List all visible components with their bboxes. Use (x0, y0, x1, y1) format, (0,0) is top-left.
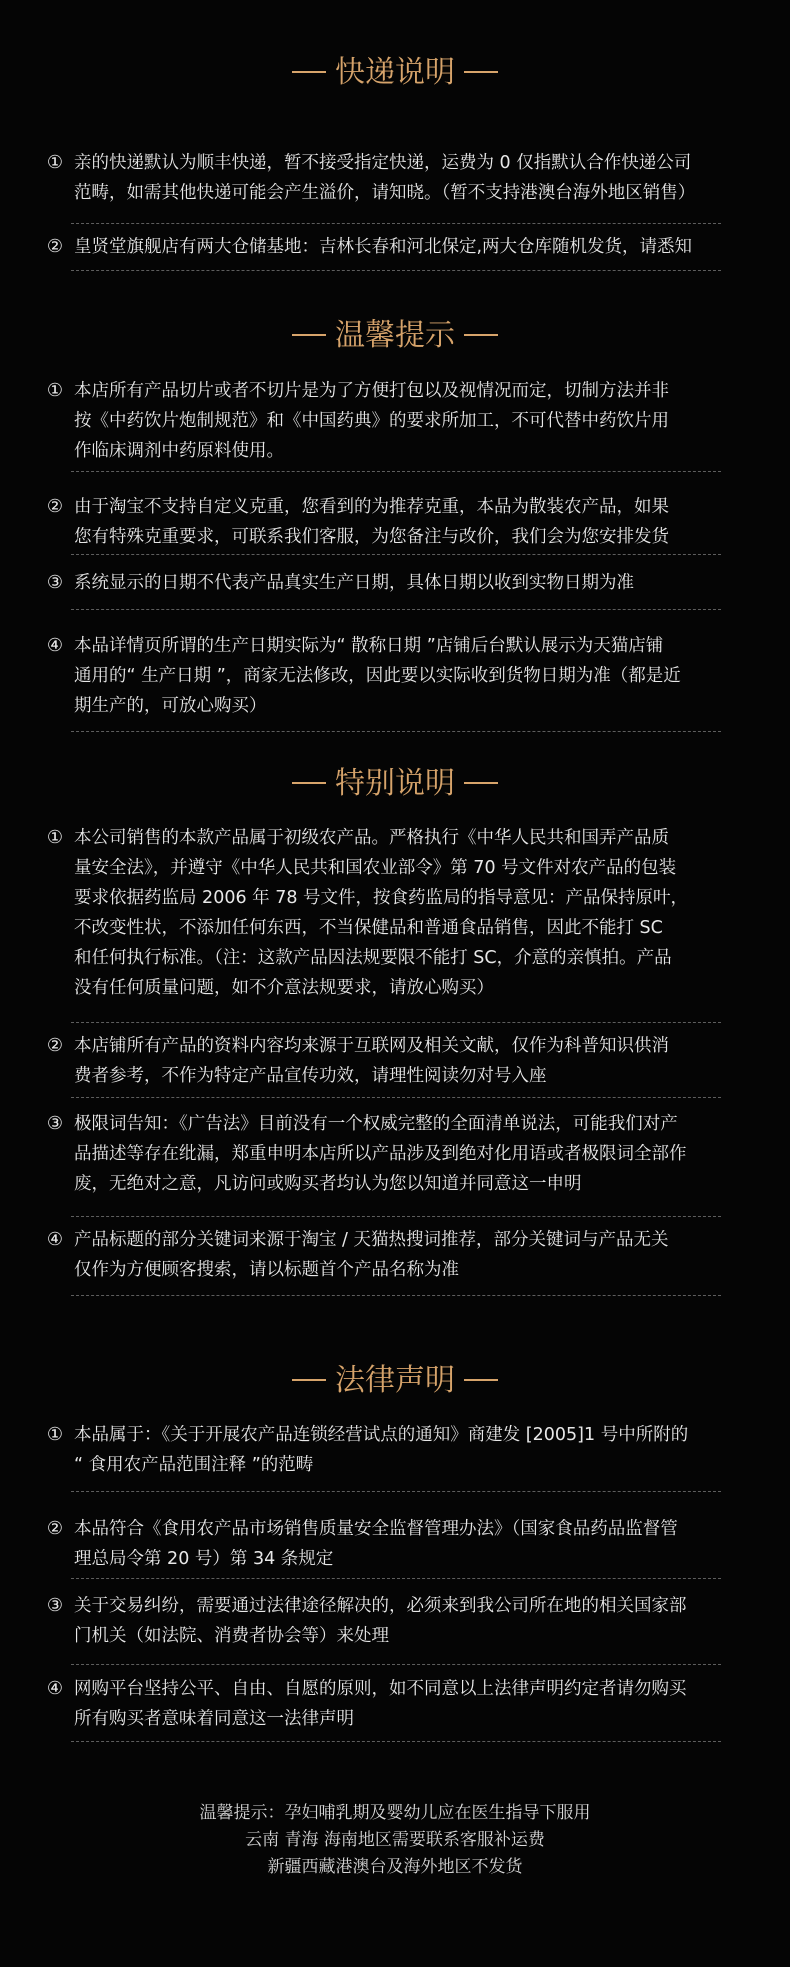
title-dash-right (464, 334, 498, 336)
item-line: 费者参考，不作为特定产品宣传功效，请理性阅读勿对号入座 (74, 1066, 547, 1086)
notice-item (0, 376, 790, 466)
section-title-text: 快递说明 (335, 55, 455, 90)
dashed-divider (71, 1664, 721, 1665)
dashed-divider (71, 731, 721, 732)
item-number: ① (46, 827, 64, 848)
notice-item (0, 1514, 790, 1574)
notice-item (0, 232, 790, 262)
title-dash-left (292, 1379, 326, 1381)
item-line: 您有特殊克重要求，可联系我们客服，为您备注与改价，我们会为您安排发货 (74, 527, 669, 547)
title-dash-right (464, 71, 498, 73)
item-line: 本店铺所有产品的资料内容均来源于互联网及相关文献，仅作为科普知识供消 (74, 1036, 669, 1056)
title-dash-right (464, 782, 498, 784)
item-number: ② (46, 236, 64, 257)
item-line: 网购平台坚持公平、自由、自愿的原则，如不同意以上法律声明约定者请勿购买 (74, 1679, 687, 1699)
dashed-divider (71, 223, 721, 224)
section-title-text: 法律声明 (335, 1363, 455, 1398)
dashed-divider (71, 471, 721, 472)
item-line: 期生产的，可放心购买） (74, 696, 267, 716)
item-line: 没有任何质量问题，如不介意法规要求，请放心购买） (74, 978, 494, 998)
footer-line: 温馨提示：孕妇哺乳期及婴幼儿应在医生指导下服用 (199, 1803, 591, 1823)
item-line: 系统显示的日期不代表产品真实生产日期，具体日期以收到实物日期为准 (74, 573, 634, 593)
item-text (74, 232, 790, 262)
item-line: 本品符合《食用农产品市场销售质量安全监督管理办法》（国家食品药品监督管 (74, 1519, 678, 1539)
section-title-text: 温馨提示 (335, 318, 455, 353)
item-line: 本品属于：《关于开展农产品连锁经营试点的通知》商建发 [2005]1 号中所附的 (74, 1425, 689, 1445)
notice-item (0, 1674, 790, 1734)
item-line: 按《中药饮片炮制规范》和《中国药典》的要求所加工，不可代替中药饮片用 (74, 411, 669, 431)
item-line: 本店所有产品切片或者不切片是为了方便打包以及视情况而定，切制方法并非 (74, 381, 669, 401)
dashed-divider (71, 1295, 721, 1296)
item-number: ③ (46, 1113, 64, 1134)
item-text (74, 823, 790, 1003)
item-number: ② (46, 1035, 64, 1056)
footer-line: 云南 青海 海南地区需要联系客服补运费 (245, 1830, 545, 1850)
section-title-shipping (0, 52, 790, 94)
notice-item (0, 823, 790, 1003)
item-number: ③ (46, 572, 64, 593)
notice-item (0, 1225, 790, 1285)
section-title-text: 特别说明 (335, 766, 455, 801)
item-text (74, 492, 790, 552)
item-text (74, 376, 790, 466)
dashed-divider (71, 270, 721, 271)
item-number: ④ (46, 1229, 64, 1250)
notice-item (0, 1031, 790, 1091)
item-number: ① (46, 380, 64, 401)
item-line: 作临床调剂中药原料使用。 (74, 441, 284, 461)
item-text (74, 1591, 790, 1651)
title-dash-left (292, 71, 326, 73)
item-text (74, 631, 790, 721)
item-text (74, 1514, 790, 1574)
dashed-divider (71, 1022, 721, 1023)
item-line: 品描述等存在纰漏，郑重申明本店所以产品涉及到绝对化用语或者极限词全部作 (74, 1144, 687, 1164)
item-line: 废，无绝对之意，凡访问或购买者均认为您以知道并同意这一申明 (74, 1174, 582, 1194)
dashed-divider (71, 1097, 721, 1098)
dashed-divider (71, 554, 721, 555)
title-dash-right (464, 1379, 498, 1381)
item-line: 关于交易纠纷，需要通过法律途径解决的，必须来到我公司所在地的相关国家部 (74, 1596, 687, 1616)
item-number: ③ (46, 1595, 64, 1616)
title-dash-left (292, 782, 326, 784)
notice-item (0, 1591, 790, 1651)
item-text (74, 1674, 790, 1734)
item-line: 理总局令第 20 号）第 34 条规定 (74, 1549, 334, 1569)
item-line: 要求依据药监局 2006 年 78 号文件，按食药监局的指导意见：产品保持原叶， (74, 888, 689, 908)
item-line: “ 食用农产品范围注释 ”的范畴 (74, 1455, 314, 1475)
item-text (74, 1031, 790, 1091)
footer-note (0, 1800, 790, 1881)
item-line: 量安全法》，并遵守《中华人民共和国农业部令》第 70 号文件对农产品的包装 (74, 858, 677, 878)
section-title-legal (0, 1360, 790, 1402)
item-line: 本公司销售的本款产品属于初级农产品。严格执行《中华人民共和国弄产品质 (74, 828, 669, 848)
notice-item (0, 631, 790, 721)
title-dash-left (292, 334, 326, 336)
dashed-divider (71, 1741, 721, 1742)
item-text (74, 1225, 790, 1285)
notice-item (0, 148, 790, 208)
item-line: 不改变性状，不添加任何东西，不当保健品和普通食品销售，因此不能打 SC (74, 918, 663, 938)
item-number: ④ (46, 635, 64, 656)
item-line: 和任何执行标准。（注：这款产品因法规要限不能打 SC，介意的亲慎拍。产品 (74, 948, 672, 968)
section-title-special (0, 763, 790, 805)
item-line: 由于淘宝不支持自定义克重，您看到的为推荐克重，本品为散装农产品，如果 (74, 497, 669, 517)
item-line: 本品详情页所谓的生产日期实际为“ 散称日期 ”店铺后台默认展示为天猫店铺 (74, 636, 664, 656)
item-line: 皇贤堂旗舰店有两大仓储基地：吉林长春和河北保定,两大仓库随机发货，请悉知 (74, 237, 693, 257)
dashed-divider (71, 1578, 721, 1579)
item-line: 亲的快递默认为顺丰快递，暂不接受指定快递，运费为 0 仅指默认合作快递公司 (74, 153, 692, 173)
item-text (74, 1420, 790, 1480)
item-number: ② (46, 496, 64, 517)
notice-item (0, 1420, 790, 1480)
item-text (74, 148, 790, 208)
dashed-divider (71, 1216, 721, 1217)
item-line: 极限词告知：《广告法》目前没有一个权威完整的全面清单说法，可能我们对产 (74, 1114, 678, 1134)
footer-line: 新疆西藏港澳台及海外地区不发货 (267, 1857, 523, 1877)
item-line: 仅作为方便顾客搜索，请以标题首个产品名称为准 (74, 1260, 459, 1280)
notice-item (0, 1109, 790, 1199)
item-line: 通用的“ 生产日期 ”，商家无法修改，因此要以实际收到货物日期为准（都是近 (74, 666, 681, 686)
item-number: ④ (46, 1678, 64, 1699)
notice-item (0, 492, 790, 552)
item-line: 范畴，如需其他快递可能会产生溢价，请知晓。（暂不支持港澳台海外地区销售） (74, 183, 696, 203)
dashed-divider (71, 1491, 721, 1492)
item-number: ① (46, 152, 64, 173)
item-line: 门机关（如法院、消费者协会等）来处理 (74, 1626, 389, 1646)
item-line: 产品标题的部分关键词来源于淘宝 / 天猫热搜词推荐，部分关键词与产品无关 (74, 1230, 669, 1250)
item-text (74, 568, 790, 598)
item-number: ① (46, 1424, 64, 1445)
section-title-tips (0, 315, 790, 357)
item-line: 所有购买者意味着同意这一法律声明 (74, 1709, 354, 1729)
item-number: ② (46, 1518, 64, 1539)
item-text (74, 1109, 790, 1199)
dashed-divider (71, 609, 721, 610)
notice-item (0, 568, 790, 598)
